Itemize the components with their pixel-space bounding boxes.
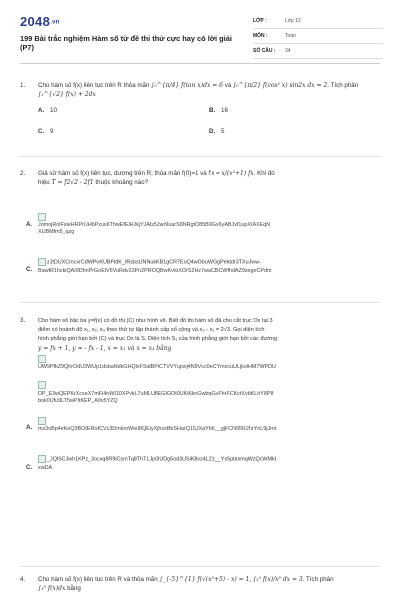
- question-text: thuộc khoảng nào?: [95, 178, 149, 186]
- meta-key: MÔN :: [253, 33, 268, 39]
- figure-image: [38, 355, 380, 371]
- math-expression: ∫_{-5}^{1} f(√(x²+5) - x) = 1,: [159, 576, 252, 583]
- question-text: hiệu: [38, 178, 50, 186]
- option-c[interactable]: [26, 455, 380, 472]
- math-expression: ∫₀^{π/2} f(cos² x) sin2x dx = 2: [233, 82, 328, 89]
- image-alt-text: zJtDUXCmcxrCdWPoKUBFtdK_tRsbsUNNukKB1gCR7EoQ4wGbuWGgPektdr3TXuJww-: [47, 260, 261, 267]
- math-expression: ∫₀^{π/4} f(tan x)dx = 6: [151, 82, 223, 89]
- meta-row-class: [253, 14, 383, 29]
- meta-value: Toán: [285, 33, 296, 39]
- question-number: 2.: [20, 170, 26, 177]
- math-expression: ∫₁⁵ f(x)/x² dx = 3: [252, 576, 303, 583]
- option-a[interactable]: [38, 107, 209, 116]
- options-row: [38, 107, 380, 116]
- broken-image-icon: [38, 355, 46, 363]
- question-2: [20, 170, 380, 275]
- question-text: Cho hàm số bậc ba y=f(x) có đồ thị (C) như hình vẽ. Biết đồ thị hàm số đã cho cắt trục Ox tại 3: [38, 318, 273, 324]
- divider: [20, 566, 380, 567]
- option-d[interactable]: [209, 128, 380, 137]
- figure-image: [38, 381, 380, 404]
- question-body: [38, 576, 380, 593]
- meta-key: LỚP :: [253, 18, 267, 24]
- divider: [20, 302, 380, 303]
- image-alt-text: _JQlSCJwh1KPz_3ocxq8R9iCsmTq8ThTLJp0lUDg5od3USiK8vz4L21__Ys5pbtxmqWzQcWMkt: [47, 456, 277, 463]
- question-text: . Khi đó: [253, 170, 275, 177]
- divider: [20, 156, 380, 157]
- math-expression: ∫₁⁵ f(x)dx: [38, 584, 66, 592]
- image-alt-text: mx3oBp4eKeQ3BOtERrdCVc3DmkrnWieI8QEiyXjhsxBbSHarQ15JXaYb6__gjFCN95R2hrYnL9jJmt: [38, 426, 277, 433]
- image-alt-text: bok0Ufu9LT5wPItKEP_A0x5YZQ: [38, 397, 118, 404]
- question-number: 1.: [20, 82, 26, 89]
- logo[interactable]: [20, 14, 60, 29]
- math-expression: x/(x²+1) fx: [221, 170, 254, 177]
- meta-value: 34: [285, 48, 291, 54]
- image-alt-text: lJW9PfkZ9QhrOdU3WUp1dsbaNdkGHQlxFSidBPiCTVVYupxij4N9Vcc0eCYmxcuULjkolHM7WPDU: [38, 364, 276, 371]
- question-text: và: [224, 82, 232, 89]
- image-alt-text: XUBMfm5_qzg: [38, 229, 75, 236]
- option-c[interactable]: [38, 128, 209, 137]
- question-3: [20, 317, 380, 472]
- options-row: [38, 128, 380, 137]
- broken-image-icon: [38, 417, 46, 425]
- question-body: [26, 170, 380, 275]
- option-value: 10: [50, 107, 57, 115]
- question-number: 3.: [20, 317, 26, 324]
- option-value: 16: [221, 107, 228, 115]
- header-divider: [20, 63, 380, 64]
- image-alt-text: JomojRolFsleHRPrUHbPzus6ThwEfEiHJkjYJAls5Jwr9uarS8NRgtO85B9Gx6yABJvf1upXIAXEqN: [38, 222, 271, 229]
- question-text: điểm có hoành độ x₁, x₂, x₃ theo thứ tự lập thành cấp số cộng và x₃ - x₁ = 2√3. Gọi diện tích: [38, 327, 265, 333]
- broken-image-icon: [38, 213, 46, 221]
- logo-text: 2048: [20, 14, 51, 29]
- math-expression: ∫₁^{√2} f(x) + 2dx: [38, 90, 96, 98]
- meta-row-subject: [253, 29, 383, 44]
- option-label: B.: [209, 107, 216, 115]
- option-label: C.: [26, 464, 33, 472]
- question-text: Cho hàm số f(x) liên tục trên R thỏa mãn: [38, 82, 150, 89]
- logo-suffix: .vn: [50, 19, 60, 26]
- option-label: C.: [26, 266, 33, 274]
- page-title: 199 Bài trắc nghiệm Hàm số từ đề thi thử cực hay có lời giải (P7): [20, 34, 232, 52]
- option-value: 9: [50, 127, 54, 135]
- option-a[interactable]: [26, 213, 380, 236]
- question-text: . Tích phân: [302, 576, 334, 583]
- option-label: A.: [26, 221, 33, 229]
- meta-value: Lớp 12: [285, 18, 301, 24]
- question-text: Giả sử hàm số f(x) liên tục, dương trên R; thỏa mãn f(0)=1 và f'x =: [38, 170, 220, 177]
- meta-table: [253, 14, 383, 59]
- image-alt-text: DP_E3wQEPKrXcxeX7mFi4nWI10XPvkL7uMLUflEGIGOt0UKt6knGwbqGvFhrFCKctXvbKLhY8P8: [38, 390, 274, 397]
- question-number: 4.: [20, 576, 26, 583]
- option-value: 5: [221, 127, 225, 135]
- image-alt-text: BawtR1hckiQAI9DhnPrGoElV6VuRdv23Pn2PROQBwKvtoXOrS2Hz7waCBCWfhdAZ9zegeCPdm: [38, 267, 272, 274]
- question-body: [26, 317, 380, 472]
- broken-image-icon: [38, 455, 46, 463]
- question-text: . Tích phân: [327, 82, 359, 89]
- meta-key: SỐ CÂU :: [253, 48, 276, 54]
- math-expression: T = f2√2 - 2f1: [51, 178, 94, 186]
- broken-image-icon: [38, 258, 46, 266]
- option-label: D.: [209, 127, 216, 135]
- image-alt-text: xwDA: [38, 464, 53, 471]
- question-text: Cho hàm số f(x) liên tục trên R và thỏa mãn: [38, 576, 158, 583]
- option-b[interactable]: [209, 107, 380, 116]
- math-expression: y = fx + 1, y = - fx - 1, x = x₁ và x = x₃ bằng: [38, 345, 172, 352]
- broken-image-icon: [38, 381, 46, 389]
- option-label: A.: [38, 107, 45, 115]
- question-1: [20, 82, 380, 136]
- option-label: A.: [26, 423, 33, 431]
- question-text: hình phẳng giới hạn bởi (C) và trục Ox là S. Diện tích S₁ của hình phẳng giới hạn bởi các đường: [38, 336, 278, 342]
- meta-row-count: [253, 44, 383, 59]
- question-body: [38, 82, 380, 136]
- header: [0, 0, 400, 62]
- option-c[interactable]: [26, 258, 380, 274]
- question-4: [20, 576, 380, 593]
- question-text: bằng: [67, 584, 81, 592]
- option-a[interactable]: [26, 417, 380, 433]
- option-label: C.: [38, 127, 45, 135]
